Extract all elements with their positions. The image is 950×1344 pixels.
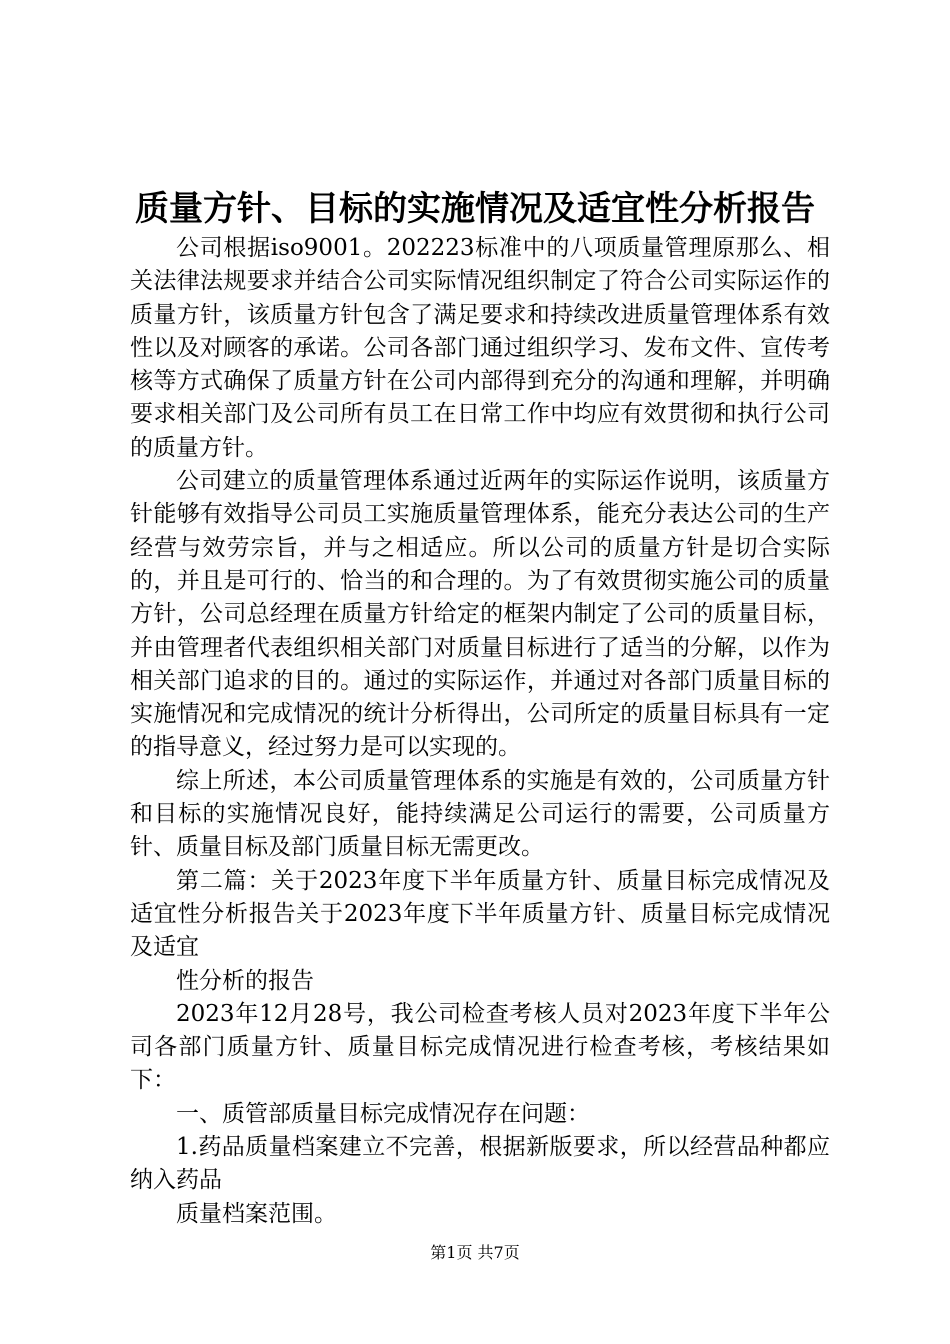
paragraph-7: 一、质管部质量目标完成情况存在问题： <box>176 1100 590 1127</box>
paragraph-1: 公司根据iso9001。202223标准中的八项质量管理原那么、相关法律法规要求并结合公司实际情况组织制定了符合公司实际运作的质量方针，该质量方针包含了满足要求和持续改进质量管理体系有效性以及对顾客的承诺。公司各部门通过组织学习、发布文件、宣传考核等方式确保了质量方针在公司内部得到充分的沟通和理解，并明确要求相关部门及公司所有员工在日常工作中均应有效贯彻和执行公司的质量方针。 <box>130 235 830 461</box>
paragraph-8: 1.药品质量档案建立不完善，根据新版要求，所以经营品种都应纳入药品 <box>130 1134 830 1194</box>
paragraph-3: 综上所述，本公司质量管理体系的实施是有效的，公司质量方针和目标的实施情况良好，能持续满足公司运行的需要，公司质量方针、质量目标及部门质量目标无需更改。 <box>130 767 830 861</box>
document-title: 质量方针、目标的实施情况及适宜性分析报告 <box>135 189 815 229</box>
paragraph-4: 第二篇：关于2023年度下半年质量方针、质量目标完成情况及适宜性分析报告关于2023年度下半年质量方针、质量目标完成情况及适宜 <box>130 867 830 961</box>
page-number-footer: 第1页 共7页 <box>430 1243 520 1262</box>
paragraph-2: 公司建立的质量管理体系通过近两年的实际运作说明，该质量方针能够有效指导公司员工实施质量管理体系，能充分表达公司的生产经营与效劳宗旨，并与之相适应。所以公司的质量方针是切合实际的，并且是可行的、恰当的和合理的。为了有效贯彻实施公司的质量方针，公司总经理在质量方针给定的框架内制定了公司的质量目标，并由管理者代表组织相关部门对质量目标进行了适当的分解，以作为相关部门追求的目的。通过的实际运作，并通过对各部门质量目标的实施情况和完成情况的统计分析得出，公司所定的质量目标具有一定的指导意义，经过努力是可以实现的。 <box>130 468 830 761</box>
paragraph-5: 性分析的报告 <box>176 967 314 994</box>
paragraph-6: 2023年12月28号，我公司检查考核人员对2023年度下半年公司各部门质量方针、质量目标完成情况进行检查考核，考核结果如下： <box>130 1000 830 1094</box>
paragraph-9: 质量档案范围。 <box>176 1200 337 1227</box>
document-body <box>130 232 830 1231</box>
